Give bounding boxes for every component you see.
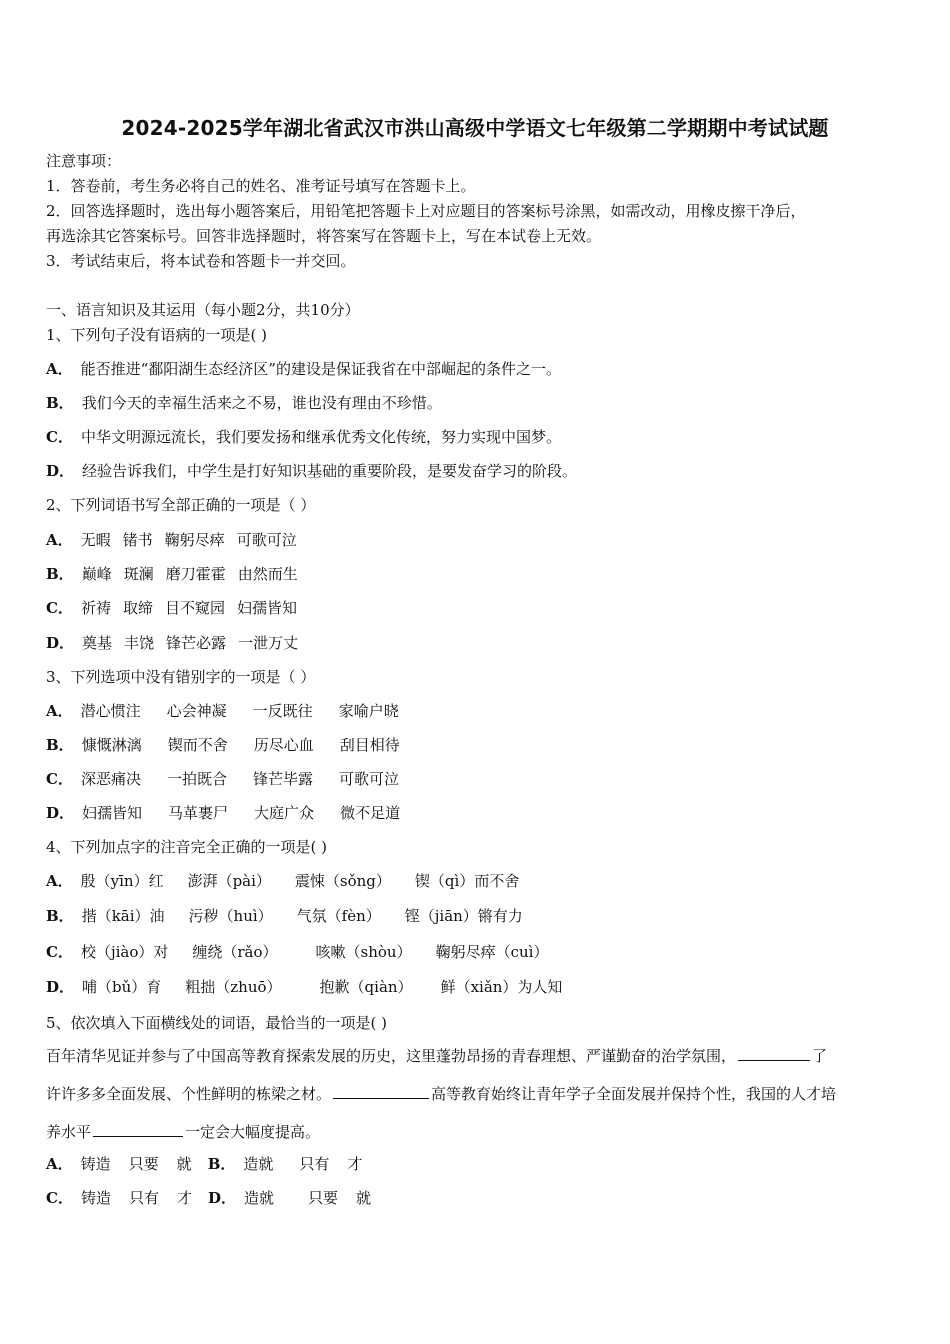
q1-option-a <box>46 358 561 380</box>
option-label: C． <box>46 943 73 961</box>
option-text: 我们今天的幸福生活来之不易，谁也没有理由不珍惜。 <box>81 394 442 412</box>
option-label: C． <box>46 599 73 617</box>
q4-option-b <box>46 905 523 927</box>
q5-passage-line-1 <box>46 1045 827 1067</box>
q3-stem: 3、下列选项中没有错别字的一项是（ ） <box>46 668 316 686</box>
word: 哺（bǔ）育 <box>82 978 162 996</box>
q4-option-a <box>46 870 519 892</box>
word: 鲜（xiǎn）为人知 <box>440 978 563 996</box>
word: 咳嗽（shòu） <box>315 943 412 961</box>
option-label: B． <box>46 907 74 925</box>
word: 一反既往 <box>252 702 313 720</box>
word: 由然而生 <box>237 565 298 583</box>
option-label: A． <box>46 360 73 378</box>
q3-option-b <box>46 734 400 756</box>
word: 大庭广众 <box>254 804 315 822</box>
word: 就 <box>356 1189 372 1207</box>
fill-blank-1 <box>738 1046 810 1061</box>
option-label: A． <box>46 531 73 549</box>
option-text: 中华文明源远流长，我们要发扬和继承优秀文化传统，努力实现中国梦。 <box>80 428 561 446</box>
word: 奠基 <box>82 634 113 652</box>
word: 一泄万丈 <box>238 634 299 652</box>
option-label: B． <box>46 736 74 754</box>
option-label: B． <box>46 565 74 583</box>
word: 丰饶 <box>124 634 155 652</box>
notice-heading: 注意事项： <box>46 152 122 170</box>
word: 铿（jiān）锵有力 <box>404 907 523 925</box>
word: 微不足道 <box>340 804 401 822</box>
word: 潜心惯注 <box>80 702 141 720</box>
q5-options-ab <box>46 1153 362 1175</box>
q3-option-d <box>46 802 400 824</box>
word: 巅峰 <box>81 565 112 583</box>
q5-passage-line-3 <box>46 1121 320 1143</box>
option-label: B． <box>46 394 74 412</box>
word: 抱歉（qiàn） <box>319 978 413 996</box>
notice-item-2b: 再选涂其它答案标号。回答非选择题时，将答案写在答题卡上，写在本试卷上无效。 <box>46 227 602 245</box>
q1-option-c <box>46 426 561 448</box>
exam-title: 2024-2025学年湖北省武汉市洪山高级中学语文七年级第二学期期中考试试题 <box>121 116 829 140</box>
word: 才 <box>347 1155 363 1173</box>
option-label: C． <box>46 428 73 446</box>
word: 鞠躬尽瘁 <box>164 531 225 549</box>
passage-text: 高等教育始终让青年学子全面发展并保持个性，我国的人才培 <box>431 1085 837 1103</box>
q2-option-d <box>46 632 298 654</box>
option-label: C． <box>46 1189 73 1207</box>
word: 取缔 <box>122 599 153 617</box>
word: 揩（kāi）油 <box>81 907 165 925</box>
word: 殷（yīn）红 <box>80 872 164 890</box>
word: 锋芒毕露 <box>252 770 313 788</box>
word: 锋芒必露 <box>166 634 227 652</box>
word: 铸造 <box>80 1155 111 1173</box>
word: 铸造 <box>80 1189 111 1207</box>
word: 只要 <box>308 1189 339 1207</box>
fill-blank-2 <box>333 1084 429 1099</box>
option-label: A． <box>46 872 73 890</box>
word: 刮目相待 <box>339 736 400 754</box>
word: 澎湃（pài） <box>187 872 271 890</box>
notice-item-1: 1．答卷前，考生务必将自己的姓名、准考证号填写在答题卡上。 <box>46 177 476 195</box>
word: 妇孺皆知 <box>82 804 143 822</box>
word: 无暇 <box>80 531 111 549</box>
word: 锲而不舍 <box>167 736 228 754</box>
word: 才 <box>176 1189 192 1207</box>
word: 粗拙（zhuō） <box>185 978 282 996</box>
word: 家喻户晓 <box>338 702 399 720</box>
word: 妇孺皆知 <box>237 599 298 617</box>
q1-option-d <box>46 460 577 482</box>
q3-option-c <box>46 768 399 790</box>
passage-text: 了 <box>812 1047 828 1065</box>
option-label: D． <box>46 804 75 822</box>
word: 心会神凝 <box>166 702 227 720</box>
option-label: A． <box>46 702 73 720</box>
option-label: D． <box>46 634 75 652</box>
option-label: D． <box>46 978 75 996</box>
word: 锲（qì）而不舍 <box>414 872 520 890</box>
word: 只有 <box>128 1189 159 1207</box>
word: 慷慨淋漓 <box>81 736 142 754</box>
passage-text: 养水平 <box>46 1123 92 1141</box>
word: 校（jiào）对 <box>80 943 169 961</box>
word: 可歌可泣 <box>236 531 297 549</box>
q4-stem: 4、下列加点字的注音完全正确的一项是( ) <box>46 838 328 856</box>
q5-options-cd <box>46 1187 371 1209</box>
word: 斑澜 <box>123 565 154 583</box>
q2-stem: 2、下列词语书写全部正确的一项是（ ） <box>46 496 316 514</box>
word: 目不窥园 <box>164 599 225 617</box>
section-heading: 一、语言知识及其运用（每小题2分，共10分） <box>46 301 360 319</box>
word: 只有 <box>299 1155 330 1173</box>
option-label: D． <box>46 462 75 480</box>
passage-text: 一定会大幅度提高。 <box>185 1123 321 1141</box>
option-text: 经验告诉我们，中学生是打好知识基础的重要阶段，是要发奋学习的阶段。 <box>82 462 578 480</box>
notice-item-3: 3．考试结束后，将本试卷和答题卡一并交回。 <box>46 252 356 270</box>
option-label: A． <box>46 1155 73 1173</box>
word: 震悚（sǒng） <box>294 872 391 890</box>
q5-stem: 5、依次填入下面横线处的词语，最恰当的一项是( ) <box>46 1014 388 1032</box>
word: 造就 <box>243 1155 274 1173</box>
word: 气氛（fèn） <box>296 907 381 925</box>
word: 缠绕（rǎo） <box>192 943 278 961</box>
word: 造就 <box>244 1189 275 1207</box>
word: 马革裹尸 <box>168 804 229 822</box>
q1-stem: 1、下列句子没有语病的一项是( ) <box>46 326 268 344</box>
q3-option-a <box>46 700 399 722</box>
option-text: 能否推进“鄱阳湖生态经济区”的建设是保证我省在中部崛起的条件之一。 <box>80 360 561 378</box>
q2-option-a <box>46 529 297 551</box>
word: 磨刀霍霍 <box>165 565 226 583</box>
q5-passage-line-2 <box>46 1083 836 1105</box>
word: 可歌可泣 <box>339 770 400 788</box>
notice-item-2a: 2．回答选择题时，选出每小题答案后，用铅笔把答题卡上对应题目的答案标号涂黑，如需改动，用橡皮擦干净后， <box>46 202 806 220</box>
q1-option-b <box>46 392 442 414</box>
passage-text: 百年清华见证并参与了中国高等教育探索发展的历史，这里蓬勃昂扬的青春理想、严谨勤奋的治学氛围， <box>46 1047 737 1065</box>
word: 深恶痛决 <box>80 770 141 788</box>
passage-text: 许许多多全面发展、个性鲜明的栋梁之材。 <box>46 1085 332 1103</box>
q2-option-c <box>46 597 297 619</box>
q4-option-c <box>46 941 548 963</box>
option-label: B． <box>207 1155 236 1173</box>
word: 锗书 <box>122 531 153 549</box>
word: 就 <box>176 1155 192 1173</box>
word: 鞠躬尽瘁（cuì） <box>435 943 549 961</box>
fill-blank-3 <box>93 1122 183 1137</box>
word: 污秽（huì） <box>188 907 273 925</box>
word: 祈祷 <box>80 599 111 617</box>
q2-option-b <box>46 563 298 585</box>
word: 历尽心血 <box>253 736 314 754</box>
word: 只要 <box>128 1155 159 1173</box>
word: 一拍既合 <box>166 770 227 788</box>
q4-option-d <box>46 976 562 998</box>
option-label: D． <box>208 1189 237 1207</box>
option-label: C． <box>46 770 73 788</box>
